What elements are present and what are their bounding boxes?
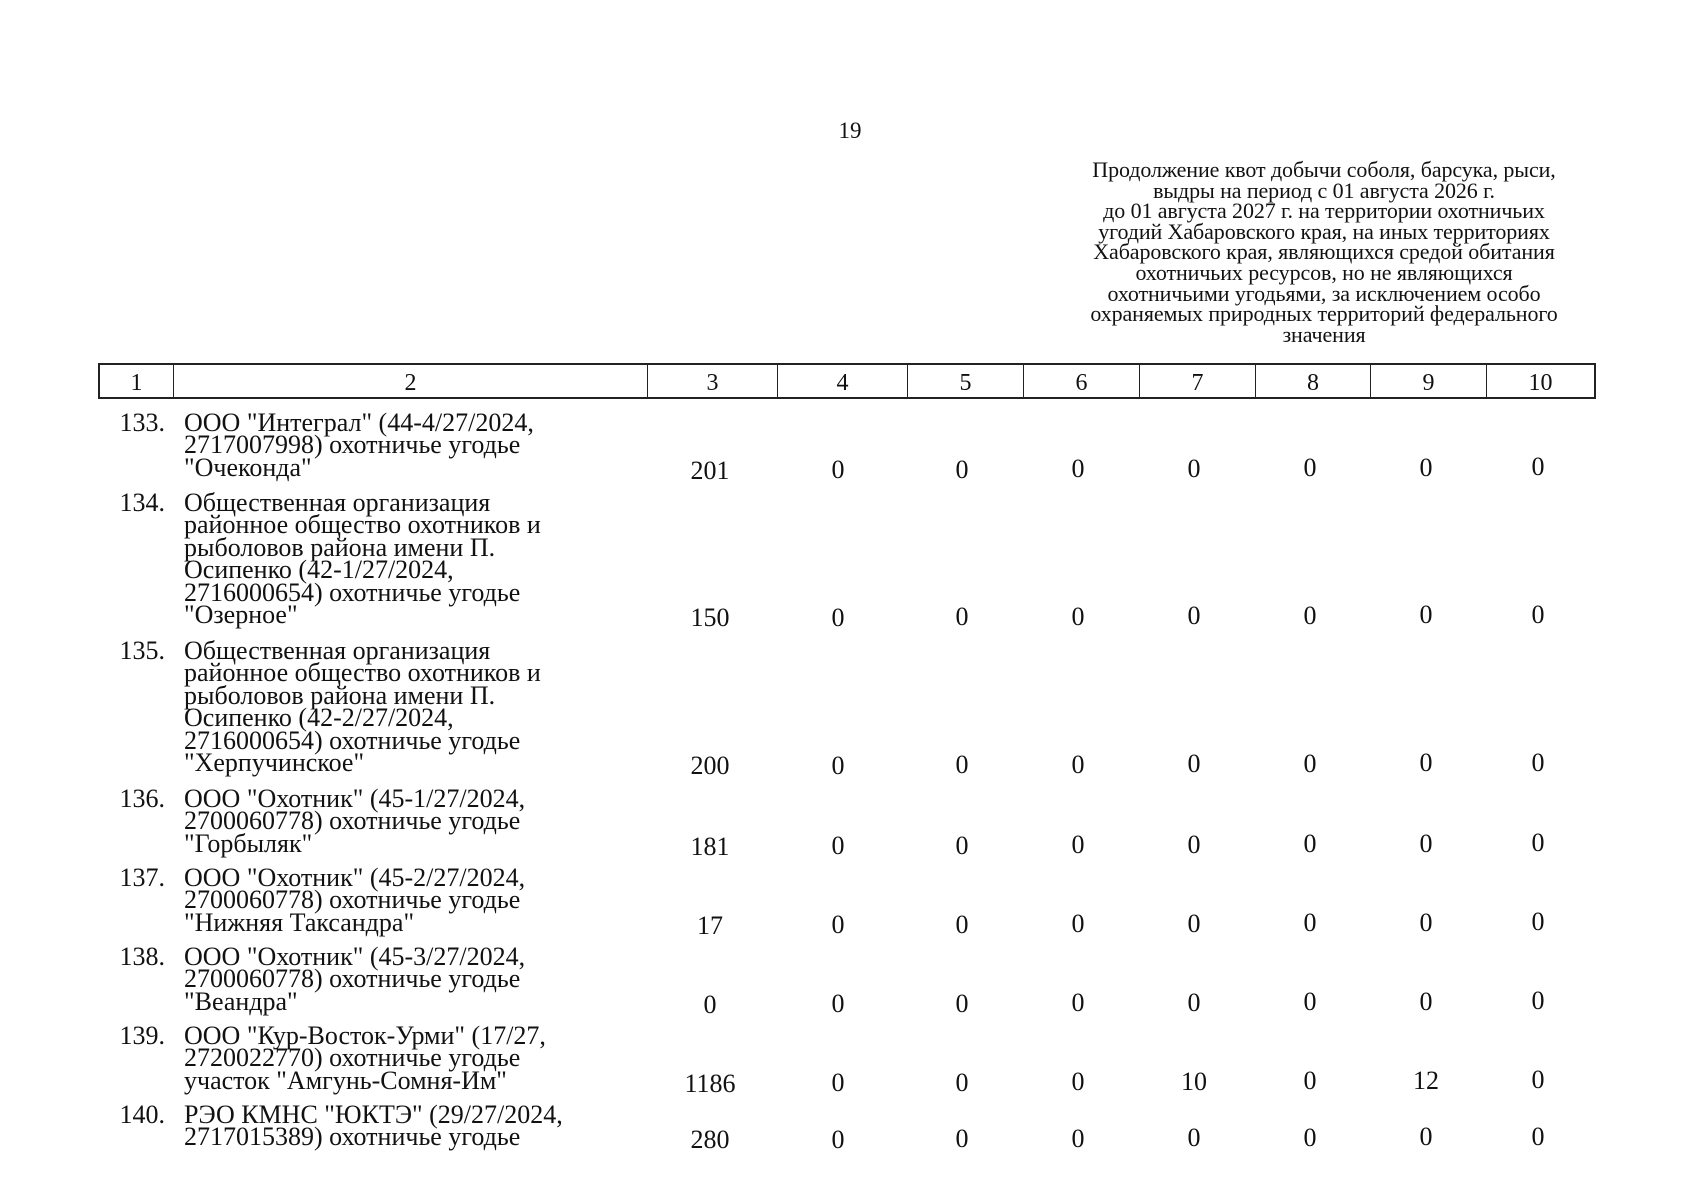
column-header-1: 1 bbox=[130, 370, 143, 396]
name-line: Общественная организация bbox=[184, 636, 491, 665]
cell-value-col-5: 0 bbox=[955, 909, 969, 939]
row-number: 139. bbox=[119, 1021, 165, 1050]
cell-value-col-7: 0 bbox=[1187, 453, 1201, 483]
cell-value-col-6: 0 bbox=[1071, 749, 1085, 779]
cell-value-col-10: 0 bbox=[1531, 828, 1545, 858]
name-line: 2720022770) охотничье угодье bbox=[184, 1043, 521, 1073]
cell-value-col-3: 17 bbox=[697, 910, 723, 940]
column-header-5: 5 bbox=[907, 365, 1023, 397]
name-line: ООО "Интеграл" (44-4/27/2024, bbox=[184, 408, 534, 437]
name-line: рыболовов района имени П. bbox=[184, 680, 496, 710]
row-organization-name bbox=[184, 488, 654, 630]
row-organization-name bbox=[184, 1021, 654, 1095]
cell-value-col-6: 0 bbox=[1071, 1067, 1085, 1097]
row-number: 136. bbox=[119, 784, 165, 813]
row-number: 137. bbox=[119, 863, 165, 892]
cell-value-col-9: 0 bbox=[1419, 748, 1433, 777]
name-line: рыболовов района имени П. bbox=[184, 532, 496, 562]
name-line: "Веандра" bbox=[184, 986, 298, 1016]
name-line: ООО "Охотник" (45-2/27/2024, bbox=[184, 863, 526, 892]
document-heading bbox=[1054, 157, 1594, 347]
cell-value-col-9: 0 bbox=[1419, 907, 1433, 937]
cell-value-col-9: 0 bbox=[1419, 1122, 1433, 1152]
name-line: районное общество охотников и bbox=[184, 510, 541, 540]
name-line: ООО "Охотник" (45-1/27/2024, bbox=[184, 784, 526, 813]
column-header-9: 9 bbox=[1370, 365, 1486, 397]
cell-value-col-7: 0 bbox=[1187, 601, 1201, 630]
cell-value-col-4: 0 bbox=[831, 750, 845, 780]
cell-value-col-4: 0 bbox=[831, 989, 845, 1019]
name-line: "Нижняя Таксандра" bbox=[184, 907, 415, 937]
column-header-3: 3 bbox=[647, 365, 777, 397]
name-line: 2717007998) охотничье угодье bbox=[184, 430, 521, 460]
cell-value-col-5: 0 bbox=[955, 602, 969, 631]
column-header-7: 7 bbox=[1139, 365, 1255, 397]
column-header-8: 8 bbox=[1255, 365, 1370, 397]
cell-value-col-6: 0 bbox=[1071, 1123, 1085, 1153]
name-line: 2700060778) охотничье угодье bbox=[184, 964, 521, 994]
cell-value-col-8: 0 bbox=[1303, 1122, 1317, 1152]
name-line: "Очеконда" bbox=[184, 452, 312, 482]
cell-value-col-4: 0 bbox=[831, 831, 845, 861]
cell-value-col-6: 0 bbox=[1071, 601, 1085, 631]
cell-value-col-8: 0 bbox=[1303, 908, 1317, 938]
cell-value-col-10: 0 bbox=[1531, 986, 1545, 1016]
name-line: 2716000654) охотничье угодье bbox=[184, 725, 521, 755]
table-header-row bbox=[98, 363, 1596, 399]
cell-value-col-4: 0 bbox=[831, 455, 845, 485]
cell-value-col-5: 0 bbox=[955, 830, 969, 860]
cell-value-col-10: 0 bbox=[1531, 1121, 1545, 1151]
name-line: районное общество охотников и bbox=[184, 658, 541, 688]
name-line: "Озерное" bbox=[184, 600, 298, 630]
cell-value-col-3: 1186 bbox=[684, 1068, 736, 1098]
row-number: 138. bbox=[119, 942, 165, 971]
cell-value-col-10: 0 bbox=[1531, 1065, 1545, 1095]
cell-value-col-10: 0 bbox=[1531, 907, 1545, 937]
name-line: Осипенко (42-2/27/2024, bbox=[184, 703, 454, 733]
column-header-10: 10 bbox=[1486, 365, 1594, 397]
row-organization-name bbox=[184, 636, 654, 778]
name-line: 2717015389) охотничье угодье bbox=[184, 1122, 521, 1152]
cell-value-col-10: 0 bbox=[1531, 599, 1545, 629]
cell-value-col-5: 0 bbox=[955, 1124, 969, 1154]
cell-value-col-6: 0 bbox=[1071, 454, 1085, 484]
cell-value-col-7: 0 bbox=[1187, 1123, 1201, 1153]
column-header-2: 2 bbox=[173, 365, 647, 397]
row-organization-name bbox=[184, 942, 654, 1016]
cell-value-col-4: 0 bbox=[831, 910, 845, 940]
cell-value-col-4: 0 bbox=[831, 602, 845, 632]
cell-value-col-5: 0 bbox=[955, 1067, 969, 1097]
name-line: "Херпучинское" bbox=[184, 748, 365, 778]
name-line: РЭО КМНС "ЮКТЭ" (29/27/2024, bbox=[184, 1100, 563, 1129]
cell-value-col-3: 0 bbox=[703, 989, 717, 1019]
cell-value-col-6: 0 bbox=[1071, 988, 1085, 1018]
name-line: 2700060778) охотничье угодье bbox=[184, 806, 521, 836]
row-organization-name bbox=[184, 1100, 654, 1152]
cell-value-col-7: 0 bbox=[1187, 829, 1201, 859]
name-line: "Горбыляк" bbox=[184, 828, 313, 858]
row-organization-name bbox=[184, 863, 654, 937]
cell-value-col-8: 0 bbox=[1303, 600, 1317, 630]
name-line: 2716000654) охотничье угодье bbox=[184, 577, 521, 607]
heading-line: до 01 августа 2027 г. на территории охотничьих bbox=[1103, 198, 1545, 224]
heading-line: выдры на период с 01 августа 2026 г. bbox=[1153, 177, 1495, 203]
heading-line: Продолжение квот добычи соболя, барсука, рыси, bbox=[1092, 157, 1556, 182]
cell-value-col-7: 0 bbox=[1187, 987, 1201, 1017]
heading-line: охраняемых природных территорий федерального bbox=[1090, 301, 1558, 327]
row-organization-name bbox=[184, 408, 654, 482]
cell-value-col-9: 0 bbox=[1419, 828, 1433, 858]
cell-value-col-5: 0 bbox=[955, 750, 969, 779]
heading-line: охотничьих ресурсов, но не являющихся bbox=[1135, 259, 1513, 285]
heading-line: охотничьими угодьями, за исключением особо bbox=[1107, 280, 1541, 306]
cell-value-col-6: 0 bbox=[1071, 909, 1085, 939]
cell-value-col-3: 181 bbox=[690, 831, 730, 861]
name-line: 2700060778) охотничье угодье bbox=[184, 885, 521, 915]
heading-line: угодий Хабаровского края, на иных территориях bbox=[1098, 218, 1550, 244]
name-line: участок "Амгунь-Сомня-Им" bbox=[184, 1065, 507, 1095]
name-line: ООО "Охотник" (45-3/27/2024, bbox=[184, 942, 526, 971]
cell-value-col-3: 150 bbox=[690, 603, 730, 632]
row-number: 133. bbox=[119, 408, 165, 437]
cell-value-col-10: 0 bbox=[1531, 452, 1545, 482]
column-header-6: 6 bbox=[1023, 365, 1139, 397]
row-number: 135. bbox=[119, 636, 165, 665]
cell-value-col-8: 0 bbox=[1303, 1066, 1317, 1096]
cell-value-col-9: 0 bbox=[1419, 986, 1433, 1016]
cell-value-col-9: 0 bbox=[1419, 600, 1433, 629]
page-number: 19 bbox=[838, 118, 862, 143]
cell-value-col-7: 0 bbox=[1187, 749, 1201, 778]
cell-value-col-9: 0 bbox=[1419, 452, 1433, 482]
cell-value-col-3: 280 bbox=[690, 1125, 730, 1155]
name-line: Общественная организация bbox=[184, 488, 491, 517]
cell-value-col-3: 201 bbox=[690, 455, 730, 485]
heading-line: Хабаровского края, являющихся средой обитания bbox=[1093, 239, 1555, 265]
cell-value-col-8: 0 bbox=[1303, 748, 1317, 778]
row-number: 140. bbox=[119, 1100, 165, 1129]
column-header-4: 4 bbox=[777, 365, 907, 397]
cell-value-col-8: 0 bbox=[1303, 829, 1317, 859]
row-organization-name bbox=[184, 784, 654, 858]
cell-value-col-4: 0 bbox=[831, 1068, 845, 1098]
row-number: 134. bbox=[119, 488, 165, 517]
cell-value-col-5: 0 bbox=[955, 988, 969, 1018]
cell-value-col-3: 200 bbox=[690, 751, 730, 780]
cell-value-col-8: 0 bbox=[1303, 987, 1317, 1017]
cell-value-col-6: 0 bbox=[1071, 830, 1085, 860]
cell-value-col-7: 10 bbox=[1181, 1066, 1207, 1096]
cell-value-col-5: 0 bbox=[955, 454, 969, 484]
cell-value-col-8: 0 bbox=[1303, 453, 1317, 483]
cell-value-col-10: 0 bbox=[1531, 747, 1545, 777]
name-line: Осипенко (42-1/27/2024, bbox=[184, 555, 454, 585]
cell-value-col-9: 12 bbox=[1413, 1065, 1439, 1095]
heading-line: значения bbox=[1282, 321, 1366, 347]
name-line: ООО "Кур-Восток-Урми" (17/27, bbox=[184, 1021, 546, 1050]
cell-value-col-7: 0 bbox=[1187, 908, 1201, 938]
cell-value-col-4: 0 bbox=[831, 1124, 845, 1154]
